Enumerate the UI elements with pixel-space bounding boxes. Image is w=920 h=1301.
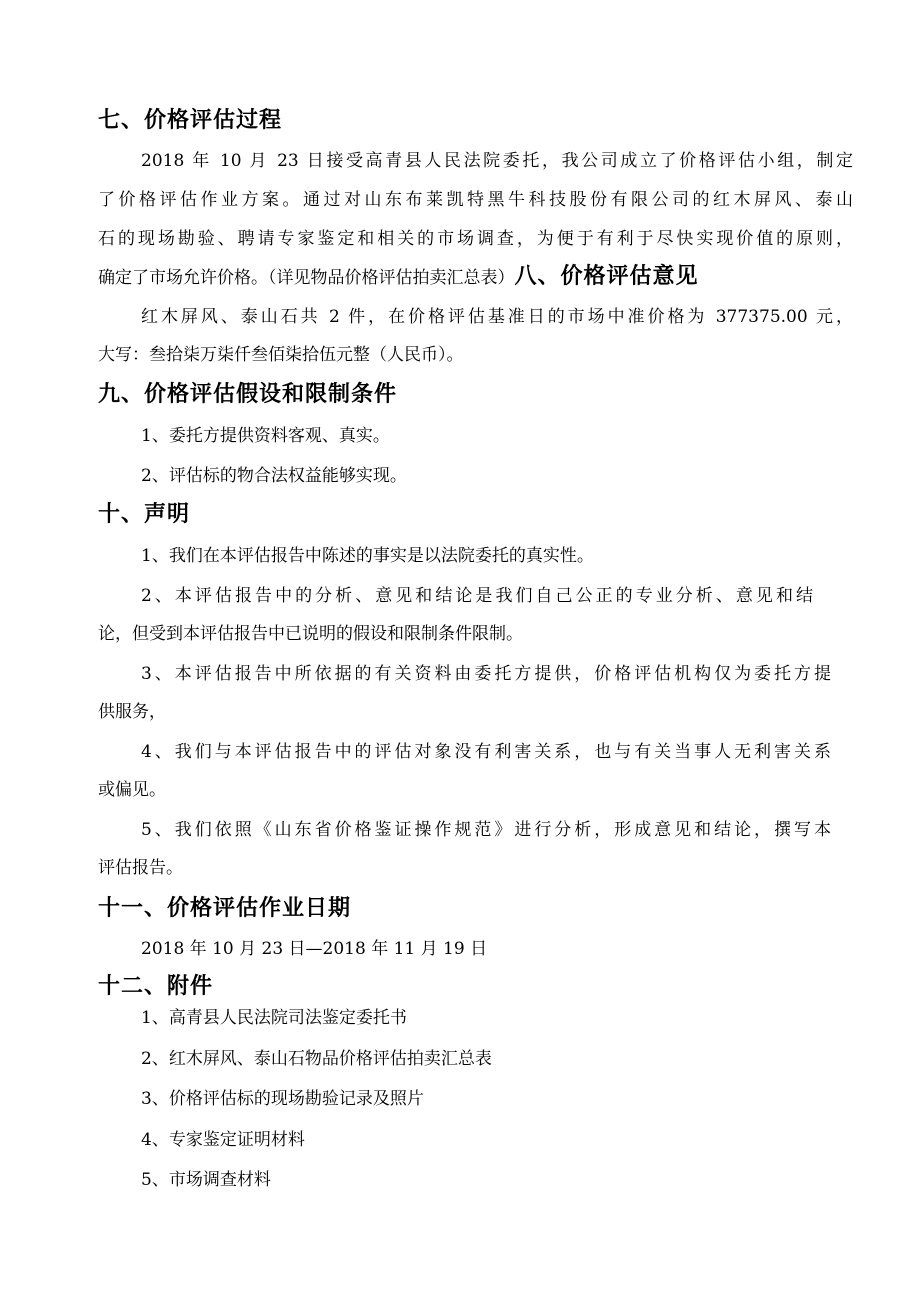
- section-11-dates: 2018 年 10 月 23 日—2018 年 11 月 19 日: [141, 939, 488, 959]
- section-9-heading: 九、价格评估假设和限制条件: [98, 382, 398, 407]
- section-10-line-1: 1、我们在本评估报告中陈述的事实是以法院委托的真实性。: [141, 546, 594, 566]
- attachment-item-1: 1、高青县人民法院司法鉴定委托书: [141, 1008, 407, 1028]
- attachment-item-3: 3、价格评估标的现场勘验记录及照片: [141, 1089, 424, 1109]
- attachment-item-2: 2、红木屏风、泰山石物品价格评估拍卖汇总表: [141, 1049, 492, 1069]
- section-7-heading: 七、价格评估过程: [98, 108, 283, 133]
- section-9-item-2: 2、评估标的物合法权益能够实现。: [141, 466, 407, 486]
- section-10-line-9: 评估报告。: [98, 858, 183, 878]
- section-7-line-3: 石的现场勘验、聘请专家鉴定和相关的市场调查，为便于有利于尽快实现价值的原则，: [98, 229, 853, 249]
- section-12-heading: 十二、附件: [98, 974, 214, 999]
- section-7-line-1: 2018 年 10 月 23 日接受高青县人民法院委托，我公司成立了价格评估小组，制定: [141, 151, 853, 171]
- section-10-line-5: 供服务，: [98, 702, 166, 722]
- section-10-line-4: 3、本评估报告中所依据的有关资料由委托方提供，价格评估机构仅为委托方提: [141, 664, 831, 684]
- section-10-line-7: 或偏见。: [98, 780, 166, 800]
- section-8-line-2: 大写：叁拾柒万柒仟叁佰柒拾伍元整（人民币）。: [98, 345, 464, 365]
- section-9-item-1: 1、委托方提供资料客观、真实。: [141, 426, 390, 446]
- section-10-line-2: 2、本评估报告中的分析、意见和结论是我们自己公正的专业分析、意见和结: [141, 586, 813, 606]
- section-10-line-8: 5、我们依照《山东省价格鉴证操作规范》进行分析，形成意见和结论，撰写本: [141, 820, 831, 840]
- section-7-line-4-wrapper: [98, 259, 699, 290]
- section-11-heading: 十一、价格评估作业日期: [98, 896, 352, 921]
- section-10-heading: 十、声明: [98, 502, 191, 527]
- section-10-line-3: 论，但受到本评估报告中已说明的假设和限制条件限制。: [98, 624, 523, 644]
- attachment-item-5: 5、市场调查材料: [141, 1170, 271, 1190]
- attachment-item-4: 4、专家鉴定证明材料: [141, 1130, 305, 1150]
- section-8-line-1: 红木屏风、泰山石共 2 件，在价格评估基准日的市场中准价格为 377375.00 元，: [141, 307, 853, 327]
- section-10-line-6: 4、我们与本评估报告中的评估对象没有利害关系，也与有关当事人无利害关系: [141, 742, 831, 762]
- section-7-line-4: 确定了市场允许价格。（详见物品价格评估拍卖汇总表）: [98, 268, 515, 288]
- section-7-line-2: 了价格评估作业方案。通过对山东布莱凯特黑牛科技股份有限公司的红木屏风、泰山: [98, 190, 853, 210]
- section-8-heading: 八、价格评估意见: [514, 264, 699, 289]
